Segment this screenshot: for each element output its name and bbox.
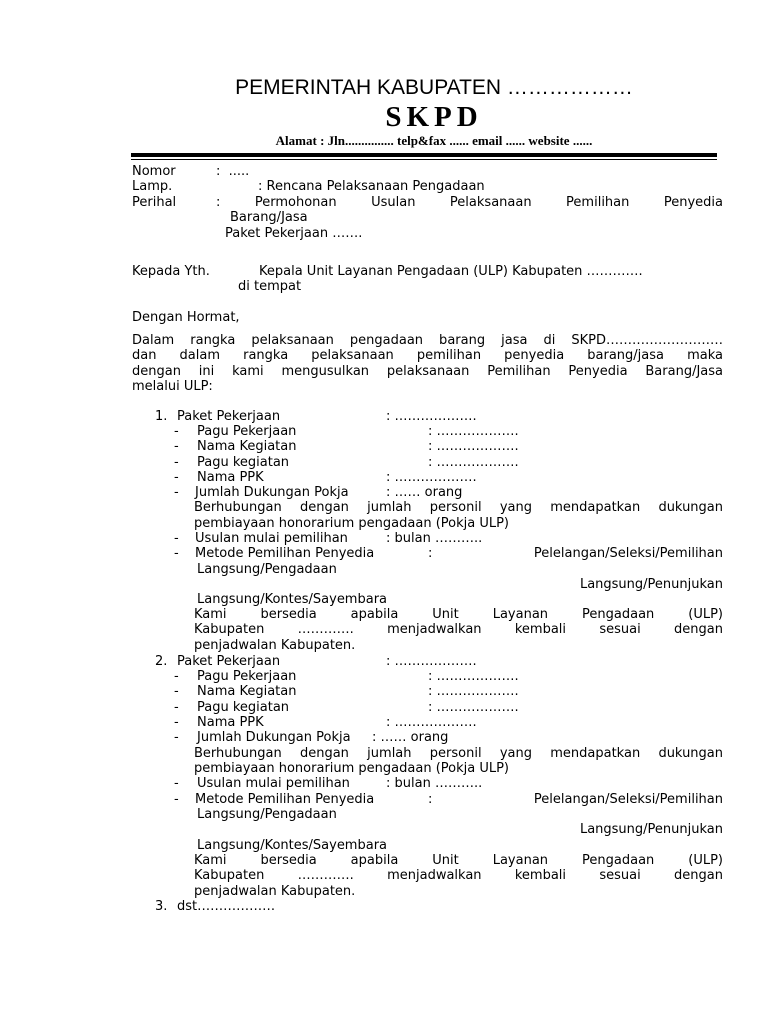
greeting: Dengan Hormat, xyxy=(132,310,240,325)
item3-text: dst……………… xyxy=(177,899,276,914)
pagu-kegiatan-value: : ………………. xyxy=(428,455,519,470)
bullet-dash: - xyxy=(174,439,179,454)
lamp-label: Lamp. xyxy=(132,179,173,194)
bullet-dash: - xyxy=(174,730,179,745)
perihal-value-3: Paket Pekerjaan ……. xyxy=(225,226,363,241)
letterhead-rule-thin xyxy=(131,159,717,160)
perihal-value-2: Barang/Jasa xyxy=(230,210,308,225)
metode-colon: : xyxy=(428,546,433,561)
usulan-label: Usulan mulai pemilihan xyxy=(197,776,350,791)
intro-line: Dalam rangka pelaksanaan pengadaan barang jasa di SKPD……………………… xyxy=(132,333,723,348)
package-title: Paket Pekerjaan xyxy=(177,654,281,669)
lamp-value: : Rencana Pelaksanaan Pengadaan xyxy=(258,179,485,194)
bullet-dash: - xyxy=(174,485,179,500)
pokja-value: : …… orang xyxy=(386,485,463,500)
bullet-dash: - xyxy=(174,424,179,439)
bullet-dash: - xyxy=(174,715,179,730)
metode-label: Metode Pemilihan Penyedia xyxy=(195,546,375,561)
closing-line: Kami bersedia apabila Unit Layanan Pengadaan (ULP) xyxy=(194,607,723,622)
letterhead-rule-thick xyxy=(131,153,717,157)
package-title-value: : ………………. xyxy=(386,409,477,424)
metode-value: Langsung/Penunjukan xyxy=(579,577,723,592)
closing-line: Kami bersedia apabila Unit Layanan Pengadaan (ULP) xyxy=(194,853,723,868)
kegiatan-label: Nama Kegiatan xyxy=(197,439,297,454)
package-number: 1. xyxy=(155,409,168,424)
pagu-value: : ………………. xyxy=(428,669,519,684)
bullet-dash: - xyxy=(174,470,179,485)
letterhead-agency: SKPD xyxy=(385,101,483,133)
ppk-value: : ………………. xyxy=(386,715,477,730)
kegiatan-value: : ………………. xyxy=(428,439,519,454)
nomor-value: : ..... xyxy=(216,164,250,179)
closing-line: Kabupaten …………. menjadwalkan kembali sesuai dengan xyxy=(194,622,723,637)
pagu-kegiatan-label: Pagu kegiatan xyxy=(197,455,290,470)
bullet-dash: - xyxy=(174,531,179,546)
recipient-label: Kepada Yth. xyxy=(132,264,210,279)
nomor-label: Nomor xyxy=(132,164,176,179)
usulan-label: Usulan mulai pemilihan xyxy=(195,531,348,546)
ppk-value: : ………………. xyxy=(386,470,477,485)
pagu-label: Pagu Pekerjaan xyxy=(197,424,297,439)
recipient-name: Kepala Unit Layanan Pengadaan (ULP) Kabupaten …………. xyxy=(259,264,643,279)
package-title: Paket Pekerjaan xyxy=(177,409,281,424)
package-title-value: : ………………. xyxy=(386,654,477,669)
closing-line: Kabupaten …………. menjadwalkan kembali sesuai dengan xyxy=(194,868,723,883)
pagu-kegiatan-value: : ………………. xyxy=(428,700,519,715)
ppk-label: Nama PPK xyxy=(197,715,264,730)
metode-value: Langsung/Kontes/Sayembara xyxy=(197,592,388,607)
pokja-value: : …… orang xyxy=(372,730,449,745)
metode-value: Langsung/Penunjukan xyxy=(579,822,723,837)
usulan-value: : bulan ……….. xyxy=(386,776,483,791)
perihal-label: Perihal xyxy=(132,195,177,210)
metode-label: Metode Pemilihan Penyedia xyxy=(195,792,375,807)
pagu-value: : ………………. xyxy=(428,424,519,439)
metode-value: Pelelangan/Seleksi/Pemilihan xyxy=(533,792,723,807)
bullet-dash: - xyxy=(174,776,179,791)
pagu-label: Pagu Pekerjaan xyxy=(197,669,297,684)
metode-value: Langsung/Pengadaan xyxy=(197,562,337,577)
pokja-note: Berhubungan dengan jumlah personil yang mendapatkan dukungan xyxy=(194,746,723,761)
pokja-note: pembiayaan honorarium pengadaan (Pokja ULP) xyxy=(194,761,510,776)
perihal-value-1: : Permohonan Usulan Pelaksanaan Pemilihan Penyedia xyxy=(216,195,723,210)
metode-value: Pelelangan/Seleksi/Pemilihan xyxy=(533,546,723,561)
kegiatan-value: : ………………. xyxy=(428,684,519,699)
metode-colon: : xyxy=(428,792,433,807)
pokja-label: Jumlah Dukungan Pokja xyxy=(195,485,349,500)
bullet-dash: - xyxy=(174,684,179,699)
bullet-dash: - xyxy=(174,546,179,561)
letterhead-address: Alamat : Jln............... telp&fax ...... email ...... website ...... xyxy=(275,133,593,148)
bullet-dash: - xyxy=(174,700,179,715)
letterhead-government: PEMERINTAH KABUPATEN ……………… xyxy=(235,76,633,99)
recipient-place: di tempat xyxy=(238,279,302,294)
pokja-note: Berhubungan dengan jumlah personil yang mendapatkan dukungan xyxy=(194,500,723,515)
bullet-dash: - xyxy=(174,792,179,807)
pokja-label: Jumlah Dukungan Pokja xyxy=(197,730,351,745)
closing-line: penjadwalan Kabupaten. xyxy=(194,884,356,899)
bullet-dash: - xyxy=(174,455,179,470)
kegiatan-label: Nama Kegiatan xyxy=(197,684,297,699)
bullet-dash: - xyxy=(174,669,179,684)
item3-number: 3. xyxy=(155,899,168,914)
metode-value: Langsung/Kontes/Sayembara xyxy=(197,838,388,853)
closing-line: penjadwalan Kabupaten. xyxy=(194,638,356,653)
package-number: 2. xyxy=(155,654,168,669)
intro-line: melalui ULP: xyxy=(132,379,213,394)
pokja-note: pembiayaan honorarium pengadaan (Pokja ULP) xyxy=(194,516,510,531)
intro-line: dengan ini kami mengusulkan pelaksanaan Pemilihan Penyedia Barang/Jasa xyxy=(132,364,723,379)
metode-value: Langsung/Pengadaan xyxy=(197,807,337,822)
usulan-value: : bulan ……….. xyxy=(386,531,483,546)
intro-line: dan dalam rangka pelaksanaan pemilihan penyedia barang/jasa maka xyxy=(132,348,723,363)
ppk-label: Nama PPK xyxy=(197,470,264,485)
pagu-kegiatan-label: Pagu kegiatan xyxy=(197,700,290,715)
